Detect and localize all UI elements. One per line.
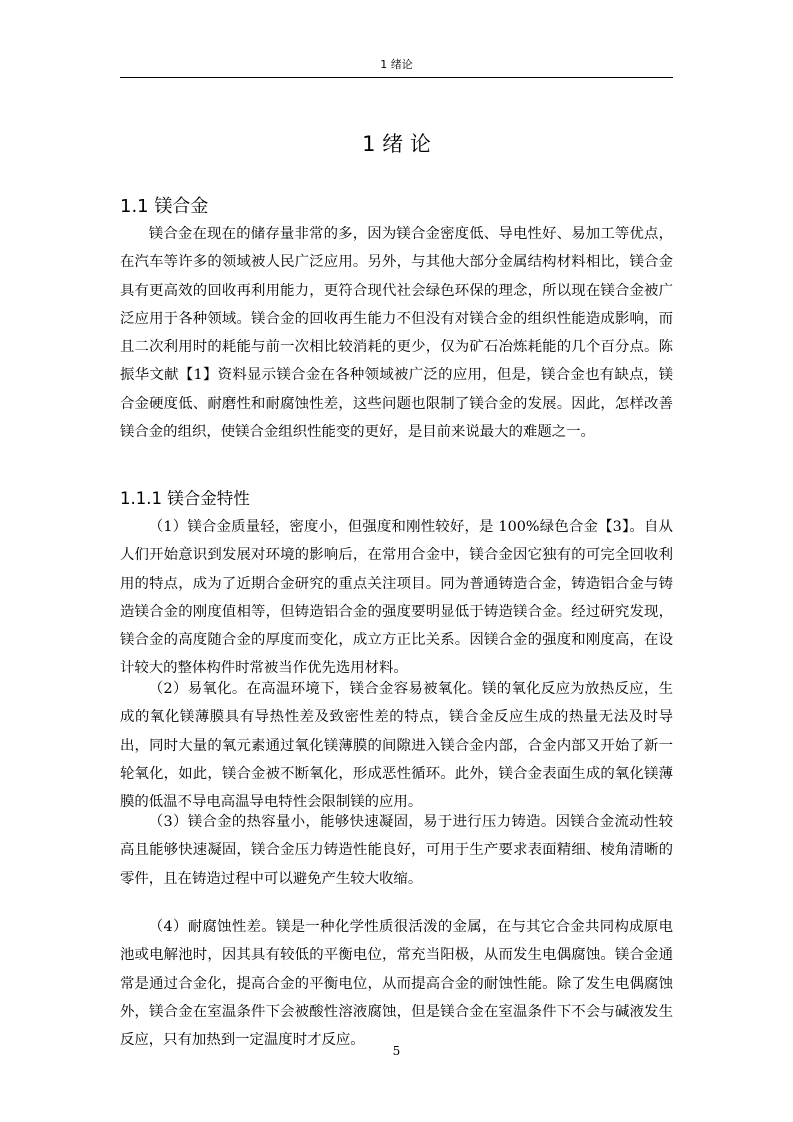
section-1-1-paragraph: 镁合金在现在的储存量非常的多，因为镁合金密度低、导电性好、易加工等优点，在汽车等许多的领域被人民广泛应用。另外，与其他大部分金属结构材料相比，镁合金具有更高效的回收再利用能力，更符合现代社会绿色环保的理念，所以现在镁合金被广泛应用于各种领域。镁合金的回收再生能力不但没有对镁合金的组织性能造成影响，而且二次利用时的耗能与前一次相比较消耗的更少，仅为矿石冶炼耗能的几个百分点。陈振华文献【1】资料显示镁合金在各种领域被广泛的应用，但是，镁合金也有缺点，镁合金硬度低、耐磨性和耐腐蚀性差，这些问题也限制了镁合金的发展。因此，怎样改善镁合金的组织，使镁合金组织性能变的更好，是目前来说最大的难题之一。 [120,226,673,441]
section-heading-1-1: 1.1 镁合金 [120,196,209,217]
header-rule [120,77,673,78]
property-paragraph-1: （1）镁合金质量轻，密度小，但强度和刚性较好，是 100%绿色合金【3】。自从人们开始意识到发展对环境的影响后，在常用合金中，镁合金因它独有的可完全回收利用的特点，成为了近期合金研究的重点关注项目。同为普通铸造合金，铸造铝合金与铸造镁合金的刚度值相等，但铸造铝合金的强度要明显低于铸造镁合金。经过研究发现，镁合金的高度随合金的厚度而变化，成立方正比关系。因镁合金的强度和刚度高，在设计较大的整体构件时常被当作优先选用材料。 [120,519,673,677]
property-paragraph-4: （4）耐腐蚀性差。镁是一种化学性质很活泼的金属，在与其它合金共同构成原电池或电解池时，因其具有较低的平衡电位，常充当阳极，从而发生电偶腐蚀。镁合金通常是通过合金化，提高合金的平衡电位，从而提高合金的耐蚀性能。除了发生电偶腐蚀外，镁合金在室温条件下会被酸性溶液腐蚀，但是镁合金在室温条件下不会与碱液发生反应，只有加热到一定温度时才反应。 [120,919,673,1049]
property-paragraph-2: （2）易氧化。在高温环境下，镁合金容易被氧化。镁的氧化反应为放热反应，生成的氧化镁薄膜具有导热性差及致密性差的特点，镁合金反应生成的热量无法及时导出，同时大量的氧元素通过氧化镁薄膜的间隙进入镁合金内部，合金内部又开始了新一轮氧化，如此，镁合金被不断氧化，形成恶性循环。此外，镁合金表面生成的氧化镁薄膜的低温不导电高温导电特性会限制镁的应用。 [120,681,673,811]
page-number: 5 [392,1044,401,1058]
property-paragraph-3: （3）镁合金的热容量小，能够快速凝固，易于进行压力铸造。因镁合金流动性较高且能够快速凝固，镁合金压力铸造性能良好，可用于生产要求表面精细、棱角清晰的零件，且在铸造过程中可以避免产生较大收缩。 [120,814,673,887]
chapter-title: 1 绪 论 [362,132,431,156]
section-heading-1-1-1: 1.1.1 镁合金特性 [120,489,250,508]
running-header: 1 绪论 [380,58,413,71]
